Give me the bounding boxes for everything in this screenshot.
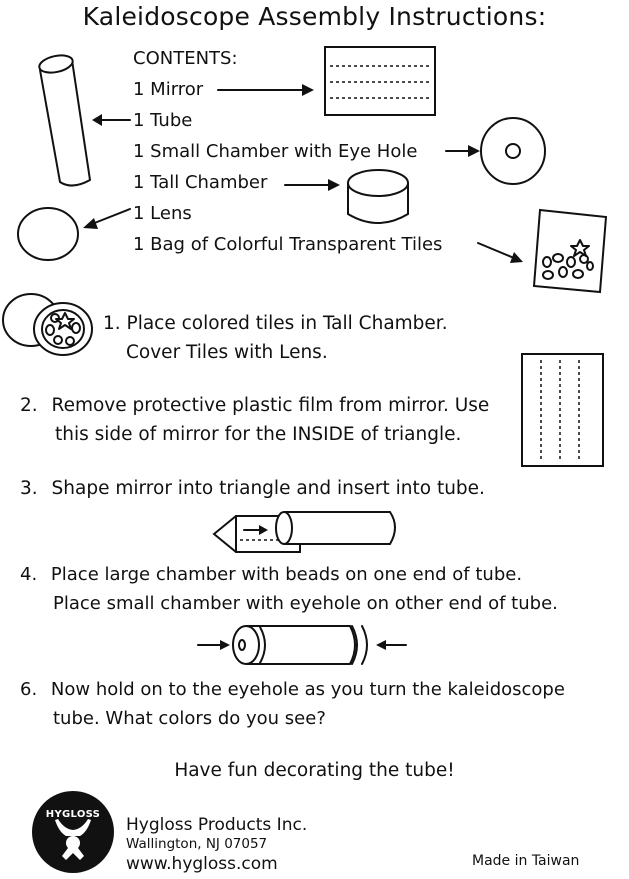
hygloss-logo: [32, 791, 114, 873]
contents-list: [133, 43, 442, 260]
step-6-number: 6.: [20, 679, 38, 700]
step-4-number: 4.: [20, 564, 38, 585]
contents-item-tiles: 1 Bag of Colorful Transparent Tiles: [133, 234, 443, 255]
closing-message: Have fun decorating the tube!: [174, 760, 455, 781]
origin-label: Made in Taiwan: [472, 853, 580, 869]
company-info: [126, 814, 307, 875]
company-name: Hygloss Products Inc.: [126, 815, 308, 835]
step-1-line-2: Cover Tiles with Lens.: [126, 342, 328, 363]
step-6-line-2: tube. What colors do you see?: [53, 708, 326, 729]
lens-illustration: [18, 208, 78, 260]
step-2-line-1: Remove protective plastic film from mirror. Use: [51, 395, 490, 416]
logo-text: HYGLOSS: [45, 809, 101, 820]
step-4: [20, 560, 558, 618]
contents-item-lens: 1 Lens: [133, 203, 192, 224]
contents-item-mirror: 1 Mirror: [133, 79, 204, 100]
contents-item-tall-chamber: 1 Tall Chamber: [133, 172, 268, 193]
small-chamber-illustration: [481, 118, 545, 184]
step3-illustration: [214, 512, 395, 552]
tube-illustration: [38, 53, 90, 186]
company-website: www.hygloss.com: [126, 854, 278, 874]
arrow-to-tiles: [478, 243, 523, 263]
contents-heading: CONTENTS:: [133, 48, 238, 69]
contents-item-small-chamber: 1 Small Chamber with Eye Hole: [133, 141, 418, 162]
company-address: Wallington, NJ 07057: [126, 836, 268, 852]
step-1-number: 1.: [103, 313, 121, 334]
step2-mirror-illustration: [522, 354, 603, 466]
page-title: Kaleidoscope Assembly Instructions:: [82, 2, 547, 31]
arrow-to-tube: [92, 114, 130, 126]
step-4-line-2: Place small chamber with eyehole on other end of tube.: [53, 593, 558, 614]
arrow-to-small-chamber: [446, 145, 480, 157]
step4-illustration: [198, 626, 406, 664]
step-2-number: 2.: [20, 395, 38, 416]
step-2: [20, 391, 489, 449]
step-3-line-1: Shape mirror into triangle and insert into tube.: [51, 478, 485, 499]
arrow-to-lens: [83, 209, 130, 229]
contents-item-tube: 1 Tube: [133, 110, 193, 131]
step1-illustration: [3, 294, 92, 355]
step-6-line-1: Now hold on to the eyehole as you turn the kaleidoscope: [50, 679, 565, 700]
step-1-line-1: Place colored tiles in Tall Chamber.: [126, 313, 448, 334]
step-6: [20, 675, 565, 733]
step-4-line-1: Place large chamber with beads on one end of tube.: [50, 564, 523, 585]
step-3-number: 3.: [20, 478, 38, 499]
tiles-bag-illustration: [534, 210, 606, 292]
step-2-line-2: this side of mirror for the INSIDE of triangle.: [55, 424, 462, 445]
step-3: [20, 474, 485, 503]
step-1: [103, 309, 448, 367]
